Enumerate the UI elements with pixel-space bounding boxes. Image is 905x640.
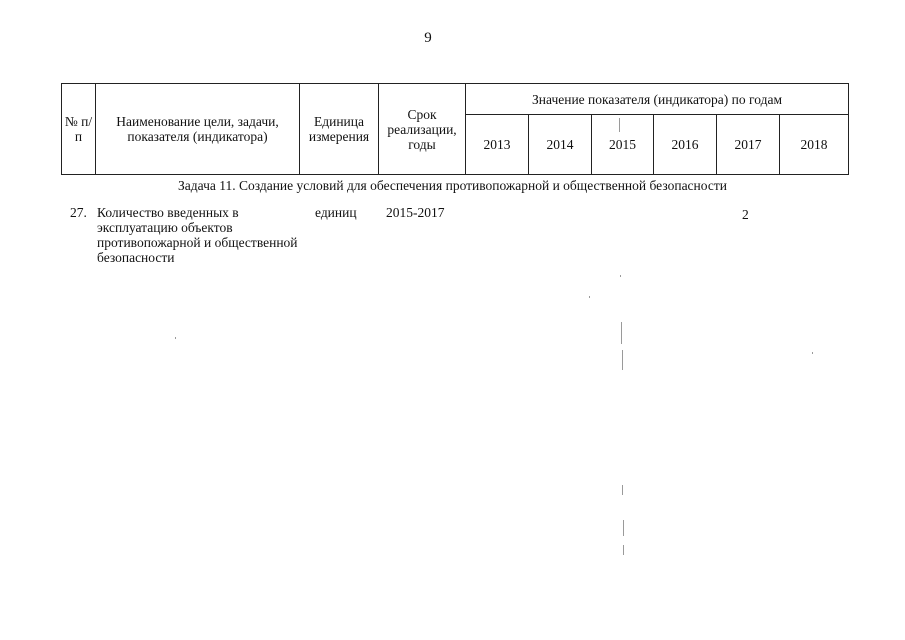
indicators-table-header <box>61 83 849 175</box>
header-year-2018: 2018 <box>780 115 849 175</box>
scan-speck <box>622 350 623 370</box>
scan-speck <box>620 275 621 277</box>
header-period: Срок реализации, годы <box>379 84 466 175</box>
header-year-2017: 2017 <box>717 115 780 175</box>
scan-speck <box>175 337 176 339</box>
scan-speck <box>619 118 620 132</box>
row-number: 27. <box>70 205 87 220</box>
header-year-2016: 2016 <box>654 115 717 175</box>
page-number: 9 <box>424 30 432 46</box>
scan-speck <box>589 296 590 298</box>
header-year-2014: 2014 <box>529 115 592 175</box>
header-year-2013: 2013 <box>466 115 529 175</box>
header-num: № п/п <box>62 84 96 175</box>
row-period: 2015-2017 <box>386 205 445 220</box>
row-value-2017: 2 <box>742 207 749 222</box>
scan-speck <box>623 545 624 555</box>
task-heading: Задача 11. Создание условий для обеспечения противопожарной и общественной безопасности <box>178 178 727 193</box>
header-values-group: Значение показателя (индикатора) по годам <box>466 84 849 115</box>
scan-speck <box>622 485 623 495</box>
scan-speck <box>623 520 624 536</box>
scan-speck <box>812 352 813 354</box>
header-year-2015: 2015 <box>592 115 654 175</box>
header-name: Наименование цели, задачи, показателя (индикатора) <box>96 84 300 175</box>
row-unit: единиц <box>315 205 357 220</box>
scan-speck <box>621 322 622 344</box>
header-unit: Единица измерения <box>300 84 379 175</box>
row-indicator-name: Количество введенных в эксплуатацию объектов противопожарной и общественной безопасности <box>97 205 298 265</box>
